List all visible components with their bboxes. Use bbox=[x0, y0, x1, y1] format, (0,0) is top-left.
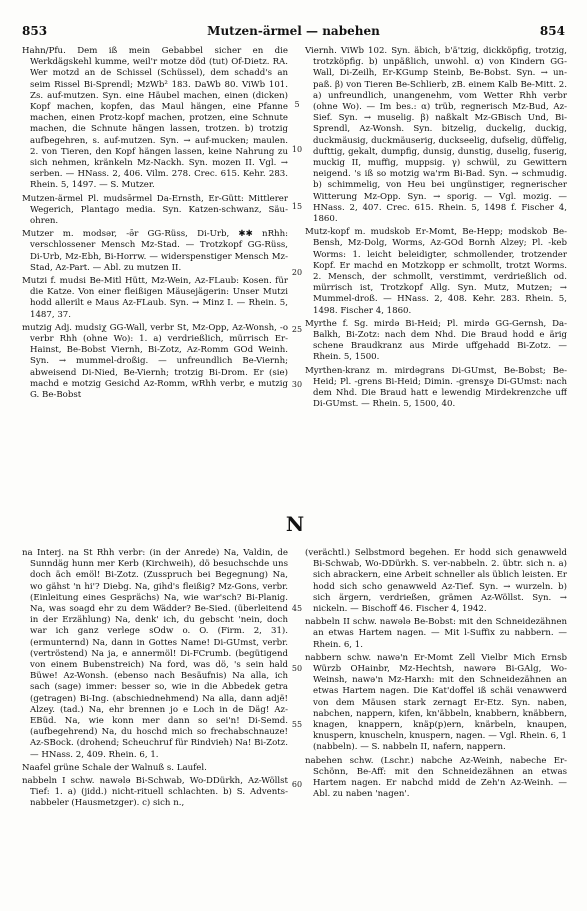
entry-paragraph: nabbern schw. nawə'n Er-Momt Zell Vielbr Mich Ernsb Würzb OHainbr, Mz-Hechtsh, nawərə Bi-GAlg, Wo-Weinsh, nawə'n Mz-Harxh: mit den Schneidezähnen an etwas Hartem nagen. Die Kat'doffel iß schäi venawwerd von dem Mäusen stark zernagt Er-Etz. Syn. naben, nabchen, nappern, kifen, kn'äbbeln, knabbern, knäbbern, knagen, knappern, knäp(p)ern, knärbeln, knaupen, knuspern, knuscheln, knuspern, nagen. — Vgl. Rhein. 6, 1 (nabbeln). — S. nabbeln II, nafern, nappern. bbox=[305, 652, 567, 753]
line-number: 25 bbox=[291, 325, 303, 334]
entry-paragraph: Mutzer m. modsər, -ə̄r GG-Rüss, Di-Urb, ✱✱ nRhh: verschlossener Mensch Mz-Stad. — Trotzkopf GG-Rüss, Di-Urb, Mz-Ebh, Bi-Horrw. — widerspenstiger Mensch Mz-Stad, Az-Part. — Abl. zu mutzen II. bbox=[22, 229, 288, 273]
column-bottom-right bbox=[305, 548, 567, 898]
entry-paragraph: nabehen schw. (Lschr.) nabche Az-Weinh, nabeche Er-Schönn, Be-Aff: mit den Schneidezähnen an etwas Hartem nagen. Er nabchd midd de Zeh'n Az-Weinh. — Abl. zu naben 'nagen'. bbox=[305, 755, 567, 800]
entry-paragraph: (verächtl.) Selbstmord begehen. Er hodd sich genawweld Bi-Schwab, Wo-DDürkh. S. ver-nabbeln. 2. übtr. sich n. a) sich abrackern, eine Arbeit schneller als üblich leisten. Er hodd sich scho genawweld Az-Tief. Syn. → wurzeln. b) sich ärgern, verdrießen, grämen Az-Wöllst. Syn. → nickeln. — Bischoff 46. Fischer 4, 1942. bbox=[305, 548, 567, 615]
line-number: 30 bbox=[291, 380, 303, 389]
entry-paragraph: Myrthen-kranz m. mirdəgrans Di-GUmst, Be-Bobst; Be-Heid; Pl. -grens Bi-Heid; Dimin. -grensχə Di-GUmst: nach dem Nhd. Die Braud hatt e lewendig Mirdekrenzche uff Di-GUmst. — Rhein. 5, 1500, 40. bbox=[305, 365, 567, 410]
page-header bbox=[22, 24, 565, 38]
entry-paragraph: Mutz-kopf m. mudskob Er-Momt, Be-Hepp; modskob Be-Bensh, Mz-Dolg, Worms, Az-GOd Bornh Alzey; Pl. -keb Worms: 1. leicht beleidigter, schmollender, trotzender Kopf. Er machd en Motzkopp er schmollt, trotzt Worms. 2. Mensch, der schmollt, verstimmt, verdrießlich od. mürrisch ist, Trotzkopf Allg. Syn. Mutz, Mutzen; → Mummel-droß. — HNass. 2, 408. Kehr. 283. Rhein. 5, 1498. Fischer 4, 1860. bbox=[305, 227, 567, 316]
column-bottom-left bbox=[22, 548, 288, 898]
line-number: 55 bbox=[291, 720, 303, 729]
entry-paragraph: Mutzen-ärmel Pl. mudsə̄rmel Da-Ernsth, Er-Gütt: Mittlerer Wegerich, Plantago media. Syn. Katzen-schwanz, Säu-ohren. bbox=[22, 193, 288, 227]
column-top-right bbox=[305, 46, 567, 446]
entry-paragraph: Viernh. ViWb 102. Syn. äbich, b'ä'tzig, dickköpfig, trotzig, trotzköpfig. b) unpäßlich, unwohl. α) von Kindern GG-Wall, Di-Zeilh, Er-KGump Steinb, Be-Bobst. Syn. → un-paß. β) von Tieren Be-Schlierb, zB. einem Kalb Be-Mitt. 2. a) unfreundlich, unangenehm, vom Wetter Rhh verbr (ohne Wo). — Im bes.: α) trüb, regnerisch Mz-Bud, Az-Sief. Syn. → muselig. β) naßkalt Mz-GBisch Und, Bi-Sprendl, Az-Wonsh. Syn. bitzelig, duckelig, duckig, duckmäusig, duckmäuserig, duckseelig, dufselig, düffelig, dufttig, gekalt, dumpfig, dunsig, dunstig, duselig, fuserig, muckig II, muffig, muppsig. γ) schwül, zu Gewittern neigend. 's iß so motzig wa'rm Bi-Bad. Syn. → schmudig. b) schimmelig, von Heu bei ungünstiger, regnerischer Witterung Mz-Opp. Syn. → sporig. — Vgl. mozig. — HNass. 2, 407. Crec. 615. Rhein. 5, 1498 f. Fischer 4, 1860. bbox=[305, 46, 567, 225]
entry-paragraph: Naafel grüne Schale der Walnuß s. Laufel. bbox=[22, 762, 207, 773]
running-title: Mutzen-ärmel — nabehen bbox=[207, 24, 380, 38]
entry-paragraph: nabbeln II schw. nawələ Be-Bobst: mit den Schneidezähnen an etwas Hartem nagen. — Mit l-Suffix zu nabbern. — Rhein. 6, 1. bbox=[305, 617, 567, 650]
line-number: 50 bbox=[291, 664, 303, 673]
line-number: 60 bbox=[291, 780, 303, 789]
entry-paragraph: Mutzi f. mudsi Be-Mitl Hütt, Mz-Wein, Az-FLaub: Kosen. für die Katze. Von einer fleißigen Mäusejägerin: Unser Mutzi hodd allerilt e Maus Az-FLaub. Syn. → Minz I. — Rhein. 5, 1487, 37. bbox=[22, 276, 288, 320]
line-number: 20 bbox=[291, 268, 303, 277]
entry-paragraph: mutzig Adj. mudsiχ GG-Wall, verbr St, Mz-Opp, Az-Wonsh, -o verbr Rhh (ohne Wo): 1. a) verdrießlich, mürrisch Er-Hainst, Be-Bobst Viernh, Bi-Zotz, Az-Romm GOd Weinh. Syn. → mummel-droßig. — unfreundlich Be-Viernh; abweisend Di-Nied, Be-Viernh; trotzig Bi-Drom. Er (sie) machd e motzig Gesichd Az-Romm, wRhh verbr, e mutzig G. Be-Bobst bbox=[22, 322, 288, 401]
line-number: 15 bbox=[291, 202, 303, 211]
section-letter: N bbox=[285, 512, 305, 536]
line-number: 5 bbox=[294, 100, 300, 109]
page-number-left: 853 bbox=[22, 24, 48, 38]
page-number-right: 854 bbox=[539, 24, 565, 38]
entry-paragraph: Hahn/Pfu. Dem iß mein Gebabbel sicher en die Werkdägskehl kumme, weil'r motze död (tut) Of-Dietz. RA. Wer motzd an de Schissel (Schüssel), dem schadd's an seim Rissel Bi-Sprendl; MzWb² 183. DaWb 80. ViWb 101. Zs. auf-mutzen. Syn. eine Häubel machen, einen (dicken) Kopf machen, kopfen, das Maul hängen, eine Pfanne machen, einen Protz-kopf machen, protzen, eine Schnute machen, die Schnute hängen lassen, trotzen. b) trotzig aufbegehren, s. auf-mutzen. Syn. → auf-mucken; maulen. 2. von Tieren, den Kopf hängen lassen, keine Nahrung zu sich nehmen, kränkeln Mz-Nackh. Syn. mozen II. Vgl. → serben. — HNass. 2, 406. Vilm. 278. Crec. 615. Kehr. 283. Rhein. 5, 1497. — S. Mutzer. bbox=[22, 46, 288, 191]
column-top-left bbox=[22, 46, 288, 536]
entry-paragraph: na Interj. na St Rhh verbr: (in der Anrede) Na, Valdin, de Sunndäg hunn mer Kerb (Kirchweih), dö besuchschde uns doch äch emöl! Bi-Zotz. (Zusspruch bei Begegnung) Na, wo gähst 'n hi'? Diebg. Na, gihd's fleißig? Mz-Gons, verbr. (Einleitung eines Gesprächs) Na, wie war'sch? Bi-Planig. Na, was soagd ehr zu dem Wädder? Be-Sied. (überleitend in der Erzählung) Na, denk' ich, du gebscht 'nein, doch war ich ganz verlege sOdw o. O. (Firm. 2, 31). (ermunternd) Na, dann in Gottes Name! Di-GUmst, verbr. (vertröstend) Na ja, e annermöl! Di-FCrumb. (begütigend von einem Bubenstreich) Na ford, was dö, 's sein hald Büwe! Az-Wonsh. (ebenso nach Besäufnis) Na alla, ich sach (sage) immer: besser so, wie in die Abbedek getra (getragen) Bi-Ing. (abschiednehmend) Na alla, dann adjë! Alzey. (tad.) Na, ehr brennen jo e Loch in de Däg! Az-EBüd. Na, wie konn mer dann so sei'n! Di-Semd. (aufbegehrend) Na, du hoschd mich so frechabschnauze! Az-SBock. (drohend; Scheuchruf für Rindvieh) Na! Bi-Zotz. — HNass. 2, 409. Rhein. 6, 1. bbox=[22, 548, 288, 760]
entry-paragraph: nabbeln I schw. nawələ Bi-Schwab, Wo-DDürkh, Az-Wöllst Tief: 1. a) (jidd.) nicht-rituell schlachten. b) S. Advents-nabbeler (Hausmetzger). c) sich n., bbox=[22, 776, 288, 809]
line-number: 10 bbox=[291, 145, 303, 154]
entry-paragraph: Myrthe f. Sg. mirdə Bi-Heid; Pl. mirdə GG-Gernsh, Da-Balkh, Bi-Zotz: nach dem Nhd. Die Braud hodd e ärig schene Braudkranz aus Mirde uffgehadd Bi-Zotz. — Rhein. 5, 1500. bbox=[305, 318, 567, 363]
line-number: 45 bbox=[291, 604, 303, 613]
